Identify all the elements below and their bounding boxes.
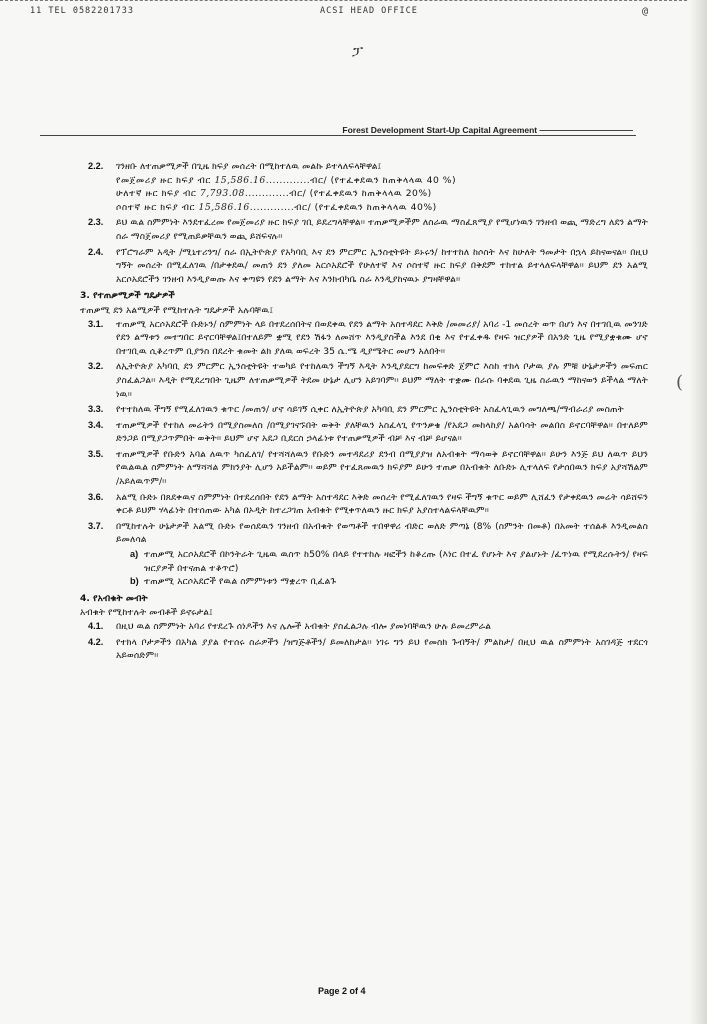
clause-number: 4.1. <box>88 621 104 631</box>
clause-number: 2.2. <box>88 161 104 171</box>
clause-number: 3.5. <box>88 448 104 459</box>
document-header: Forest Development Start-Up Capital Agreement ——————————— <box>342 125 633 135</box>
clause-2-4 <box>88 246 648 287</box>
clause-text: በሚከተሉት ሁኔታዎች አልሚ ቡድኑ የወሰደዉን ገንዘብ በአብቁት የወጣቶች ተበዋዋሪ ብድር ወለድ ምጣኔ (8% (ስምንት በመቶ) በአመት ተሰልቶ እንዲመልስ ይመለሳል <box>116 520 648 546</box>
clause-number: 3.7. <box>88 520 104 531</box>
clause-number: 3.4. <box>88 419 104 430</box>
section-4-intro: አብቁት የሚከተሉት መብቶች ይኖሩታል፤ <box>80 607 213 619</box>
payment-line-2: ሁለተኛ ዙር ክፍያ ብር 7,793.08.............ብር/ (የተፈቀደዉን ከጠቅላላዉ 20%) <box>116 188 432 200</box>
clause-3-6 <box>88 491 648 518</box>
section-3-intro: ተጠቃሚ ደን አልሚዎች የሚከተሉት ግዴታዎች አሉባቸዉ፤ <box>80 304 274 316</box>
clause-4-2 <box>88 636 648 663</box>
clause-number: 4.2. <box>88 636 104 647</box>
clause-text: የተክላ ቦታዎችን በአካል ያያል የተሰሩ ስራዎችን /ዝግጅቶችን/ ይመለከታል፡፡ ነገሩ ግን ይህ የመስክ ጉብኝት/ ምልከታ/ በዚህ ዉል ስምምነት አስገዳጅ ተደርጎ አይወሰድም፡፡ <box>116 636 648 662</box>
clause-2-3 <box>88 216 648 243</box>
clause-text: የተተከለዉ ችግኝ የሚፈለገዉን ቁጥር /መጠን/ ሆኖ ሳይገኝ ሲቀር ለኢትዮጵያ አካባቢ ደን ምርምር ኢንስቲትዩት አስፈላጊዉን መግለጫ/ማብራሪያ መስጠት <box>116 404 624 416</box>
fax-header-center: ACSI HEAD OFFICE <box>320 6 418 16</box>
clause-text: ተጠቃሚዎች የተከለ መሬትን በሚያስመለስ /በሚያገናኙበት ወቅት ያለቸዉን አስፈላጊ የጥንቃቄ /የአደጋ መከላከያ/ አልባሳት መልበስ ይኖርባቸዋል፡፡ በተለይም ድንጋይ በሚያጋጥምበት ወቅት፡፡ ይህም ሆኖ አደጋ ቢደርስ ኃላፊነቱ የተጠቃሚዎች ብቻ እና ብቻ ይሆናል፡፡ <box>116 419 648 445</box>
clause-text: ይህ ዉል ስምምነት እንደተፈረመ የመጀመሪያ ዙር ክፍያ ገቢ ይደረግላቸዋል፡፡ ተጠቃሚዎችም ለስራዉ ማስፈጸሚያ የሚሆነዉን ገንዘብ ወጪ ማድረግ ለደን ልማት ስራ ማስጀመሪያ የሚጠይቃቸዉን ወጪ ይሸፍናሉ፡፡ <box>116 217 648 242</box>
clause-2-2 <box>88 160 648 214</box>
payment-line-3: ሶስተኛ ዙር ክፍያ ብር 15,586.16.............ብር/ (የተፈቀደዉን ከጠቅላላዉ 40%) <box>116 201 437 213</box>
clause-3-7 <box>88 520 648 589</box>
clause-3-5 <box>88 448 648 489</box>
clause-text: ተጠቃሚዎች የቡድን አባል ለዉጥ ካስፈለገ/ የተሻሻለዉን የቡድን መተዳደሪያ ደንብ በሚያያዝ ለአብቁት ማሳወቅ ይኖርባቸዋል፡፡ ይሁን እንጅ ይህ ለዉጥ ይህን የዉልዉል ስምምነት ለማሻሻል ምክንያት ሊሆን አይችልም፡፡ ወይም የተፈጸመዉን ክፍያም ይሁን ተጠቃ በአብቁት ለቡድኑ ሊተላለፍ የታሰበዉን ክፍያ አያሻሽልም /አይለዉጥም/፡፡ <box>116 448 648 488</box>
clause-text: አልሚ ቡድኑ በጸደቀዉና ስምምነት በተደረሰበት የደን ልማት አስተዳደር እቅድ መሰረት የሚፈለገዉን የዛፍ ችግኝ ቁጥር ወይም ሊሸፈን የታቀደዉን መሬት ሳይሸፍን ቀርቶ ይህም ሃላፊነት በተሰጠው አካል በኦዲት ከተረጋገጠ አብቁት የሚቀጥለዉን ዙር ክፍያ አያስተላልፍላቸዉም፡፡ <box>116 491 648 517</box>
page-footer: Page 2 of 4 <box>318 986 366 996</box>
clause-number: 3.1. <box>88 318 104 329</box>
clause-text: ለኢትዮጵያ አካባቢ ደን ምርምር ኢንስቲትዩት ተወካይ የተከለዉን ችግኝ እዲት እንዲያደርግ ከመፍቀድ ጀምሮ እስከ ተክላ ቦታዉ ያሉ ምቹ ሁኔታዎችን መፍጠር ያስፈልጋል፡፡ እዲት የሚደረግበት ጊዜም ለተጠቃሚዎች ትደመ ሁኔታ ሊሆን አይገባም፡፡ ይህም ማለት ተቋሙ በራሱ ባቀደዉ ጊዜ ስራዉን ማከናወን ይችላል ማለት ነዉ፡፡ <box>116 361 648 400</box>
clause-number: 3.6. <box>88 491 104 502</box>
section-3-title: 3. የተጠቃሚዎች ግዴታዎች <box>80 290 175 302</box>
clause-3-4 <box>88 419 648 446</box>
clause-3-3 <box>88 403 648 417</box>
clause-number: 3.2. <box>88 361 104 372</box>
handwritten-page-mark: ፓ <box>352 44 364 60</box>
fax-header-left: 11 TEL 0582201733 <box>30 6 134 16</box>
clause-text: ተጠቃሚ አርሶአደሮች ቡድኑን/ ስምምነት ላይ በተደረሰበትና በወደቀዉ የደን ልማት አስተዳደር እቅድ /መመሪያ/ አባሪ -1 መሰረት ወጥ በሆነ እና በተገቢዉ መንገድ የደን ልማቱን መተግበር ይኖርባቸዋል፤በተለይም ቋሚ የደን ሽፋን ለመሸጥ እንዲያስችል እንደ በቂ እና የተፈቀዱ የዛፍ ዝርያዎች በአንድ ጊዜ የሚያቋቁሙ ሆኖ በተገቢዉ ሲቆረጥም ቢያንስ በደረት ቁመት ልክ ያለዉ ወፍረት 35 ሴ.ሜ ዲያሜትር መሆን አለበት፡፡ <box>116 318 648 357</box>
sub-item-b: b) ተጠቃሚ አርሶአደሮች የዉል ስምምነቱን ማቋረጥ ቢፈልጉ <box>130 576 337 588</box>
clause-4-1 <box>88 620 648 634</box>
clause-3-7-subitems <box>130 548 648 589</box>
clause-3-2 <box>88 360 648 401</box>
section-4-title: 4. የአብቁት መብት <box>80 592 148 604</box>
clause-text: የፕሮግራም አዲት /ሚኒተሪንግ/ ስራ በኢትዮጵያ የአካባቢ እና ደን ምርምር ኢንስቲትዩት ይኑሩን/ ከተተከለ ከሶስት እና ከሁለት ዓመታት በኋላ ይከናወናል፡፡ በዚህ ግኝት መሰረት በሚፈለገዉ /በታቀደዉ/ መጠን ደን ያለመ አርሶአደሮች የሁለተኛ እና ሶስተኛ ዙር ክፍያ በቅደም ተከተል ይተላለፍላቸዋል፡፡ ይህም ደን አልሚ አርሶአደሮችን ገንዘብ እንዲያወጡ እና ቀጣዩን የደን ልማት እና እንክብካቤ ስራ እንዲያከናዉኑ ያግዛቸዋል፡፡ <box>116 246 648 285</box>
clause-text: ገንዘቡ ለተጠቃሚዎች በጊዜ ክፍያ መሰረት በሚከተለዉ መልኩ ይተላለፍላቸዋል፤ <box>116 161 382 172</box>
page-shadow <box>689 0 707 1024</box>
clause-number: 2.4. <box>88 246 104 257</box>
margin-bracket-mark: ( <box>676 372 684 393</box>
clause-number: 2.3. <box>88 217 104 228</box>
clause-number: 3.3. <box>88 404 104 415</box>
clause-text: በዚህ ዉል ስምምነት አባሪ የተደረጉ ሰነዶችን እና ሌሎች አብቁት ያስፈልጋሉ ብሎ ያመነባቸዉን ሁሉ ይመረምራል <box>116 621 492 632</box>
sub-item-a: a) ተጠቃሚ አርሶአደሮች በኮንትራት ጊዜዉ ዉስጥ ከ50% በላይ የተተከሉ ዛፎችን ከቆረጡ (እነር በተፈ የሆኑት እና ያልሆኑት /ፈጥነዉ የሚደረሱትን/ የዛፍ ዝርያዎች በተናጠል ተቆጥሮ) <box>130 549 648 574</box>
header-rule <box>40 135 636 136</box>
fax-header-right: @ <box>642 6 650 17</box>
payment-line-1: የመጀመሪያ ዙር ክፍያ ብር 15,586.16.............ብር/ (የተፈቀደዉን ከጠቅላላዉ 40 %) <box>116 174 457 186</box>
document-body <box>80 160 648 665</box>
clause-3-1 <box>88 318 648 359</box>
